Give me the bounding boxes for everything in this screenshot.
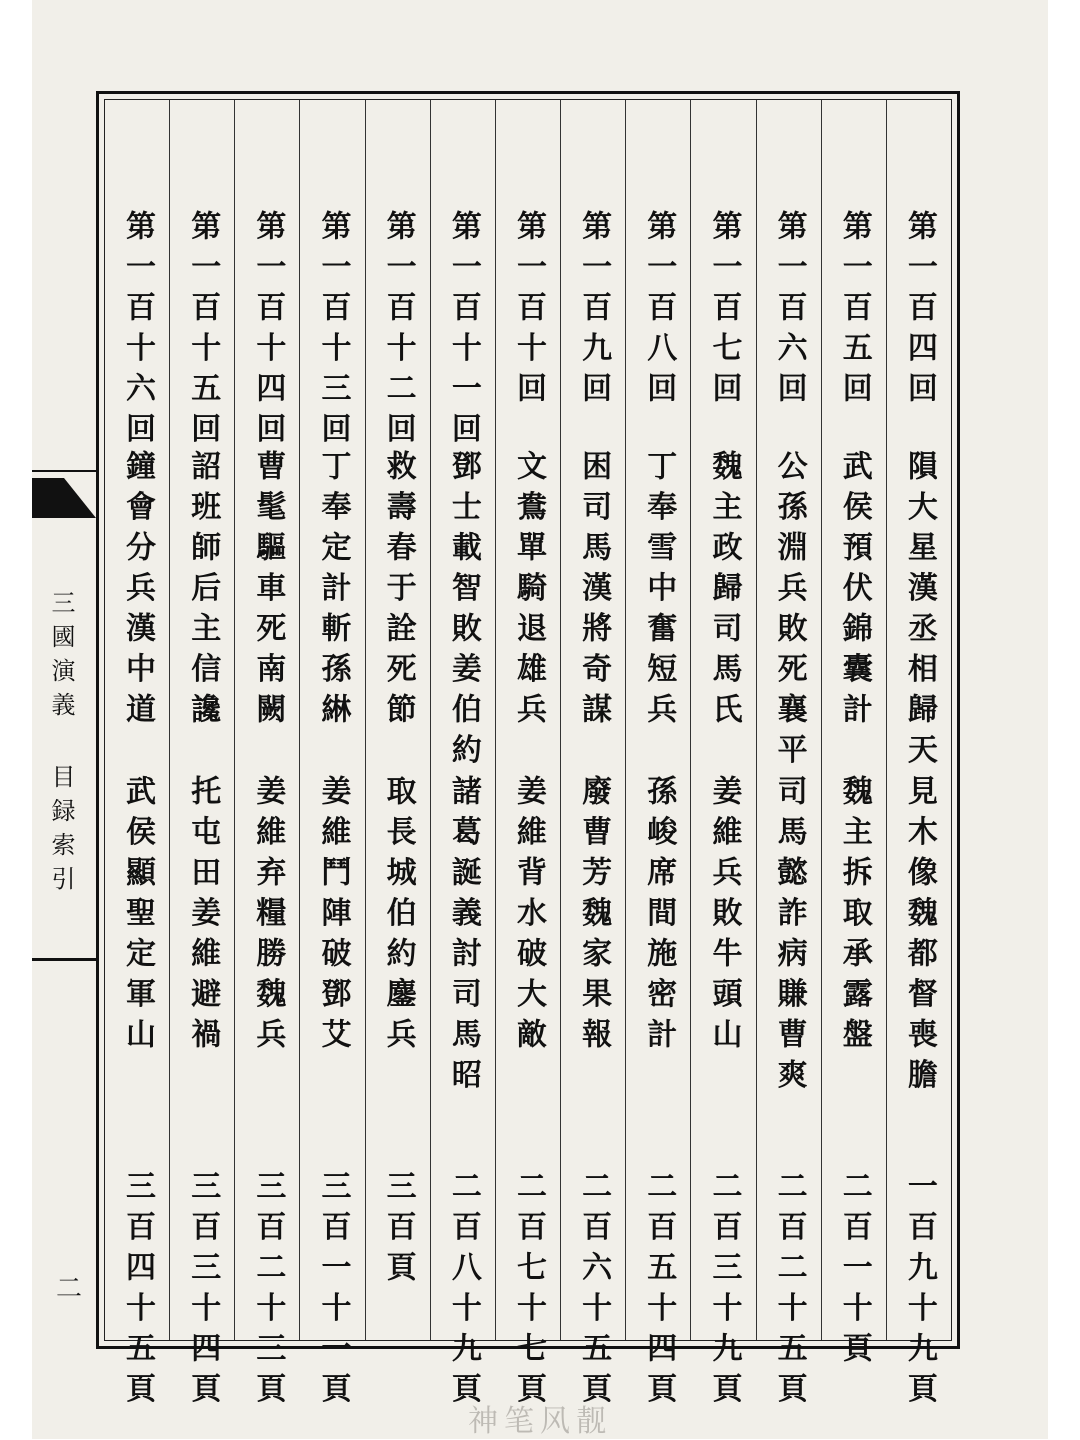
page-reference: 二百一十頁 xyxy=(836,1170,872,1373)
chapter-title-second-line: 見木像魏都督喪膽 xyxy=(901,775,937,1099)
chapter-title-first-line: 救壽春于詮死節 xyxy=(380,450,416,734)
page-reference: 二百八十九頁 xyxy=(445,1170,481,1413)
chapter-number: 第一百十三回 xyxy=(315,210,351,453)
chapter-number: 第一百四回 xyxy=(901,210,937,413)
chapter-title-first-line: 鐘會分兵漢中道 xyxy=(120,450,156,734)
chapter-number: 第一百五回 xyxy=(836,210,872,413)
chapter-number: 第一百十回 xyxy=(510,210,546,413)
toc-entry xyxy=(299,100,364,1413)
page-reference: 二百三十九頁 xyxy=(706,1170,742,1413)
page-reference: 三百一十一頁 xyxy=(315,1170,351,1413)
chapter-title-second-line: 取長城伯約鏖兵 xyxy=(380,775,416,1059)
chapter-title-second-line: 托屯田姜維避禍 xyxy=(185,775,221,1059)
chapter-title-second-line: 魏主拆取承露盤 xyxy=(836,775,872,1059)
side-tab-notch xyxy=(64,478,96,518)
chapter-title-second-line: 諸葛誕義討司馬昭 xyxy=(445,775,481,1099)
chapter-number: 第一百八回 xyxy=(641,210,677,413)
chapter-title-second-line: 武侯顯聖定軍山 xyxy=(120,775,156,1059)
page-reference: 一百九十九頁 xyxy=(901,1170,937,1413)
page-reference: 二百二十五頁 xyxy=(771,1170,807,1413)
toc-entry xyxy=(756,100,821,1413)
chapter-title-second-line: 孫峻席間施密計 xyxy=(641,775,677,1059)
chapter-number: 第一百十二回 xyxy=(380,210,416,453)
chapter-number: 第一百九回 xyxy=(576,210,612,413)
chapter-title-second-line: 姜維弃糧勝魏兵 xyxy=(250,775,286,1059)
book-side-title: 三國演義 目録索引 xyxy=(47,590,75,900)
chapter-title-first-line: 困司馬漢將奇謀 xyxy=(576,450,612,734)
page-reference: 三百頁 xyxy=(380,1170,416,1292)
chapter-title-first-line: 曹髦驅車死南闕 xyxy=(250,450,286,734)
chapter-number: 第一百十一回 xyxy=(445,210,481,453)
page-reference: 三百四十五頁 xyxy=(120,1170,156,1413)
toc-entry xyxy=(365,100,430,1340)
chapter-title-first-line: 武侯預伏錦囊計 xyxy=(836,450,872,734)
chapter-title-first-line: 詔班師后主信讒 xyxy=(185,450,221,734)
chapter-title-first-line: 公孫淵兵敗死襄平 xyxy=(771,450,807,774)
toc-entry xyxy=(234,100,299,1413)
page-reference: 三百三十四頁 xyxy=(185,1170,221,1413)
chapter-number: 第一百七回 xyxy=(706,210,742,413)
chapter-number: 第一百十五回 xyxy=(185,210,221,453)
toc-entry xyxy=(560,100,625,1413)
page-reference: 二百六十五頁 xyxy=(576,1170,612,1413)
toc-entry xyxy=(886,100,951,1413)
chapter-title-first-line: 文鴦單騎退雄兵 xyxy=(510,450,546,734)
table-of-contents xyxy=(104,99,952,1413)
chapter-title-second-line: 司馬懿詐病賺曹爽 xyxy=(771,775,807,1099)
chapter-number: 第一百十六回 xyxy=(120,210,156,453)
chapter-title-first-line: 隕大星漢丞相歸天 xyxy=(901,450,937,774)
chapter-title-first-line: 鄧士載智敗姜伯約 xyxy=(445,450,481,774)
chapter-title-second-line: 姜維背水破大敵 xyxy=(510,775,546,1059)
toc-entry xyxy=(105,100,169,1413)
page-folio: 二 xyxy=(56,1274,83,1304)
toc-entry xyxy=(495,100,560,1413)
chapter-title-first-line: 丁奉定計斬孫綝 xyxy=(315,450,351,734)
toc-entry xyxy=(430,100,495,1413)
chapter-number: 第一百十四回 xyxy=(250,210,286,453)
chapter-title-second-line: 姜維兵敗牛頭山 xyxy=(706,775,742,1059)
toc-entry xyxy=(690,100,755,1413)
chapter-title-second-line: 姜維鬥陣破鄧艾 xyxy=(315,775,351,1059)
chapter-number: 第一百六回 xyxy=(771,210,807,413)
watermark: 神笔风靓 xyxy=(468,1404,612,1439)
page-reference: 三百二十三頁 xyxy=(250,1170,286,1413)
chapter-title-first-line: 丁奉雪中奮短兵 xyxy=(641,450,677,734)
toc-entry xyxy=(821,100,886,1373)
toc-entry xyxy=(625,100,690,1413)
chapter-title-first-line: 魏主政歸司馬氏 xyxy=(706,450,742,734)
page-reference: 二百五十四頁 xyxy=(641,1170,677,1413)
side-tab-rule-top xyxy=(32,470,96,472)
chapter-title-second-line: 廢曹芳魏家果報 xyxy=(576,775,612,1059)
page-reference: 二百七十七頁 xyxy=(510,1170,546,1413)
side-tab-rule-bottom xyxy=(32,958,96,961)
toc-entry xyxy=(169,100,234,1413)
